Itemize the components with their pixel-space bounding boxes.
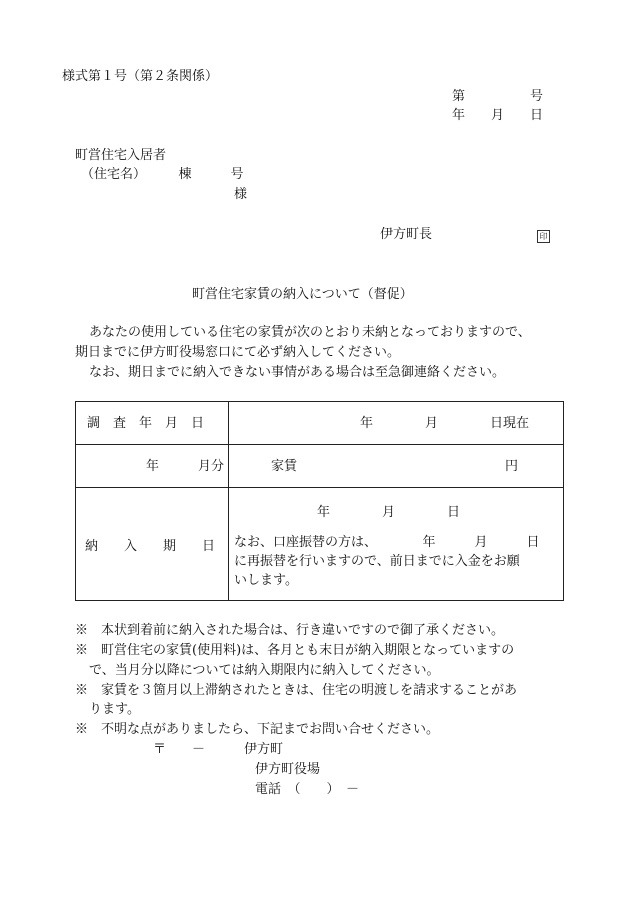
contact-town: 伊方町 [244, 742, 284, 757]
rent-label: 家賃 [271, 459, 298, 474]
table-row-divider [76, 487, 563, 488]
addressee-title: 町営住宅入居者 [75, 148, 167, 163]
transfer-note-line-3: いします。 [234, 573, 298, 588]
contact-office: 伊方町役場 [255, 762, 321, 777]
month-label: 年 月分 [146, 459, 225, 474]
postal-code: 〒 － [153, 742, 206, 757]
details-table [75, 401, 564, 601]
contact-phone: 電話 （ ） － [255, 782, 360, 797]
addressee-honorific: 様 [234, 187, 248, 202]
body-paragraph-2: なお、期日までに納入できない事情がある場合は至急御連絡ください。 [89, 365, 506, 380]
note-1: ※ 本状到着前に納入された場合は、行き違いですので御了承ください。 [75, 623, 505, 638]
body-paragraph-1-line-1: あなたの使用している住宅の家賃が次のとおり未納となっておりますので、 [89, 325, 531, 340]
addressee-residence: （住宅名） 棟 号 [81, 167, 244, 182]
document-number: 第 号 [452, 89, 544, 104]
sender-mayor: 伊方町長 [380, 227, 433, 242]
transfer-note-line-2: に再振替を行いますので、前日までに入金をお願 [234, 554, 520, 569]
document-title: 町営住宅家賃の納入について（督促） [192, 287, 413, 302]
survey-date-label: 調 査 年 月 日 [87, 416, 205, 431]
yen-unit: 円 [505, 459, 519, 474]
body-paragraph-1-line-2: 期日までに伊方町役場窓口にて必ず納入してください。 [75, 345, 401, 360]
note-2-line-1: ※ 町営住宅の家賃(使用料)は、各月とも末日が納入期限となっていますの [75, 643, 515, 658]
table-row-divider [76, 444, 563, 445]
note-3-line-2: ります。 [89, 702, 140, 717]
note-2-line-2: で、当月分以降については納入期限内に納入してください。 [89, 663, 440, 678]
document-date: 年 月 日 [452, 108, 544, 123]
note-3-line-1: ※ 家賃を３箇月以上滞納されたときは、住宅の明渡しを請求することがあ [75, 683, 518, 698]
transfer-note-line-1: なお、口座振替の方は、 年 月 日 [234, 535, 540, 550]
note-4: ※ 不明な点がありましたら、下記までお問い合せください。 [75, 722, 440, 737]
seal-icon [537, 228, 550, 244]
seal-mark: 印 [537, 230, 550, 243]
table-column-divider [228, 402, 229, 600]
survey-date-value: 年 月 日現在 [360, 416, 530, 431]
form-label: 様式第１号（第２条関係） [62, 69, 219, 84]
due-date-label: 納 入 期 日 [85, 539, 216, 554]
due-date-value: 年 月 日 [317, 505, 461, 520]
